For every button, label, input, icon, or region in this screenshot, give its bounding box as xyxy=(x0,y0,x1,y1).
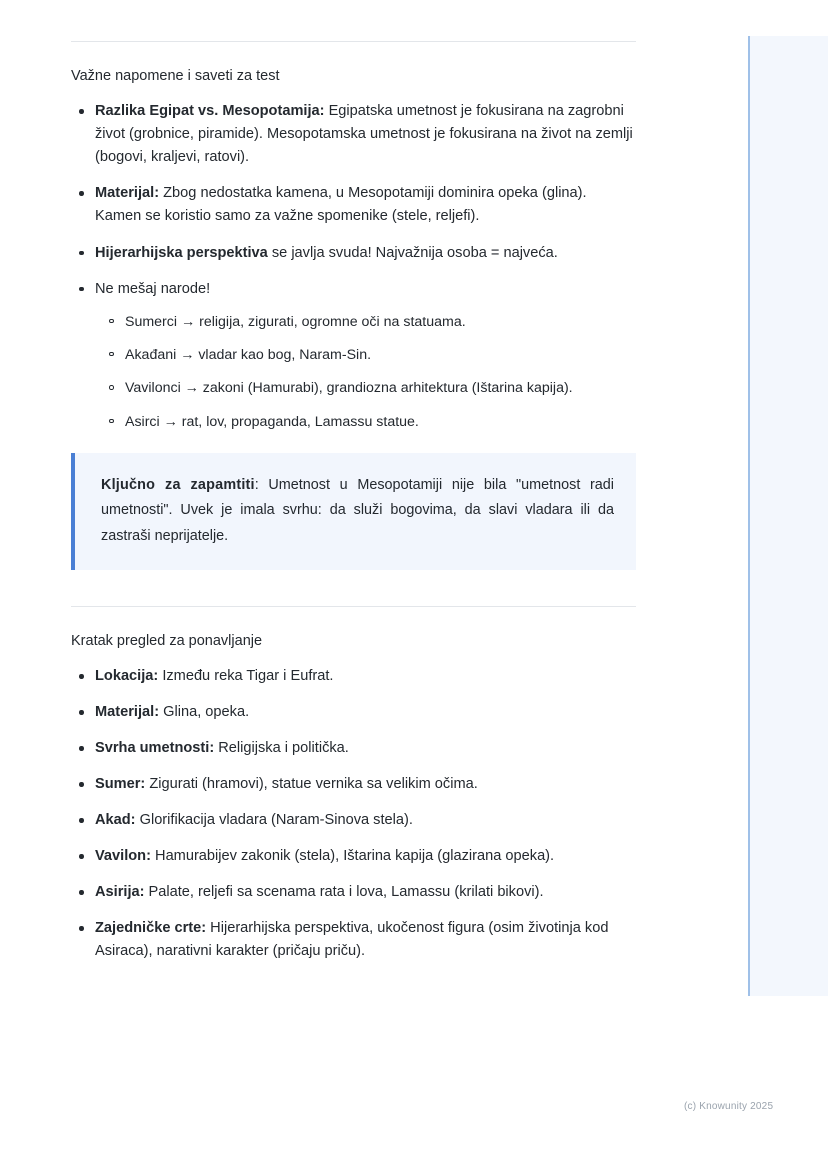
list-item-lead: Vavilon: xyxy=(95,848,151,865)
document-content xyxy=(71,0,636,1002)
list-item-text: Glorifikacija vladara (Naram-Sinova stela). xyxy=(135,812,413,829)
list-item xyxy=(71,737,636,760)
callout-text: : Umetnost u Mesopotamiji nije bila "umetnost radi umetnosti". Uvek je imala svrhu: da služi bogovima, da slavi vladara ili da zastraši neprijatelje. xyxy=(101,476,615,545)
list-item-lead: Razlika Egipat vs. Mesopotamija: xyxy=(95,103,325,120)
list-item-lead: Materijal: xyxy=(95,704,160,721)
list-item-lead: Svrha umetnosti: xyxy=(95,740,215,757)
list-item xyxy=(71,665,636,688)
list-item-text: Glina, opeka. xyxy=(159,704,250,721)
list-item-lead: Lokacija: xyxy=(95,668,159,685)
list-item xyxy=(71,100,636,169)
list-item xyxy=(71,701,636,724)
list-item-lead: Materijal: xyxy=(95,185,160,202)
list-item xyxy=(71,845,636,868)
section-divider-middle xyxy=(71,606,636,607)
list-item-text: Palate, reljefi sa scenama rata i lova, Lamassu (krilati bikovi). xyxy=(144,884,544,901)
list-item-lead: Hijerarhijska perspektiva xyxy=(95,244,268,261)
list-item: Asirci → rat, lov, propaganda, Lamassu statue. xyxy=(95,412,636,433)
list-item xyxy=(71,278,636,433)
section-divider-top xyxy=(71,41,636,42)
list-item: Akađani → vladar kao bog, Naram-Sin. xyxy=(95,345,636,366)
page-footer-copyright: (c) Knowunity 2025 xyxy=(684,1101,774,1112)
list-item-text: Hamurabijev zakonik (stela), Ištarina kapija (glazirana opeka). xyxy=(150,848,555,865)
key-takeaway-callout xyxy=(71,453,636,570)
list-item-text: Egipatska umetnost je fokusirana na zagrobni život (grobnice, piramide). Mesopotamska umetnost je fokusirana na život na zemlji (bogovi, kraljevi, ratovi). xyxy=(95,103,633,166)
list-item xyxy=(71,773,636,796)
list-item-text: Između reka Tigar i Eufrat. xyxy=(158,668,334,685)
section-title-quick-review: Kratak pregled za ponavljanje xyxy=(71,632,263,649)
list-item-text: Zbog nedostatka kamena, u Mesopotamiji dominira opeka (glina). Kamen se koristio samo za važne spomenike (stele, reljefi). xyxy=(95,185,587,225)
list-item xyxy=(71,182,636,228)
list-item-lead: Sumer: xyxy=(95,776,146,793)
important-notes-list xyxy=(71,100,636,433)
list-item-lead: Asirija: xyxy=(95,884,145,901)
list-item xyxy=(71,242,636,265)
section-title-important-notes: Važne napomene i saveti za test xyxy=(71,68,280,84)
list-item-lead: Akad: xyxy=(95,812,136,829)
peoples-sublist xyxy=(95,312,636,433)
list-item: Vavilonci → zakoni (Hamurabi), grandiozna arhitektura (Ištarina kapija). xyxy=(95,378,636,399)
list-item-text: Hijerarhijska perspektiva, ukočenost figura (osim životinja kod Asiraca), narativni karakter (pričaju priču). xyxy=(95,920,609,960)
list-item-text: Ne mešaj narode! xyxy=(95,280,211,297)
list-item-lead: Zajedničke crte: xyxy=(95,920,207,937)
callout-lead: Ključno za zapamtiti xyxy=(101,476,255,493)
list-item-text: Religijska i politička. xyxy=(214,740,349,757)
list-item xyxy=(71,809,636,832)
list-item xyxy=(71,881,636,904)
quick-review-list xyxy=(71,665,636,963)
list-item-text: Zigurati (hramovi), statue vernika sa velikim očima. xyxy=(145,776,478,793)
page-side-rail xyxy=(748,36,828,996)
list-item xyxy=(71,917,636,963)
list-item: Sumerci → religija, zigurati, ogromne oči na statuama. xyxy=(95,312,636,333)
list-item-text: se javlja svuda! Najvažnija osoba = najveća. xyxy=(267,244,558,261)
